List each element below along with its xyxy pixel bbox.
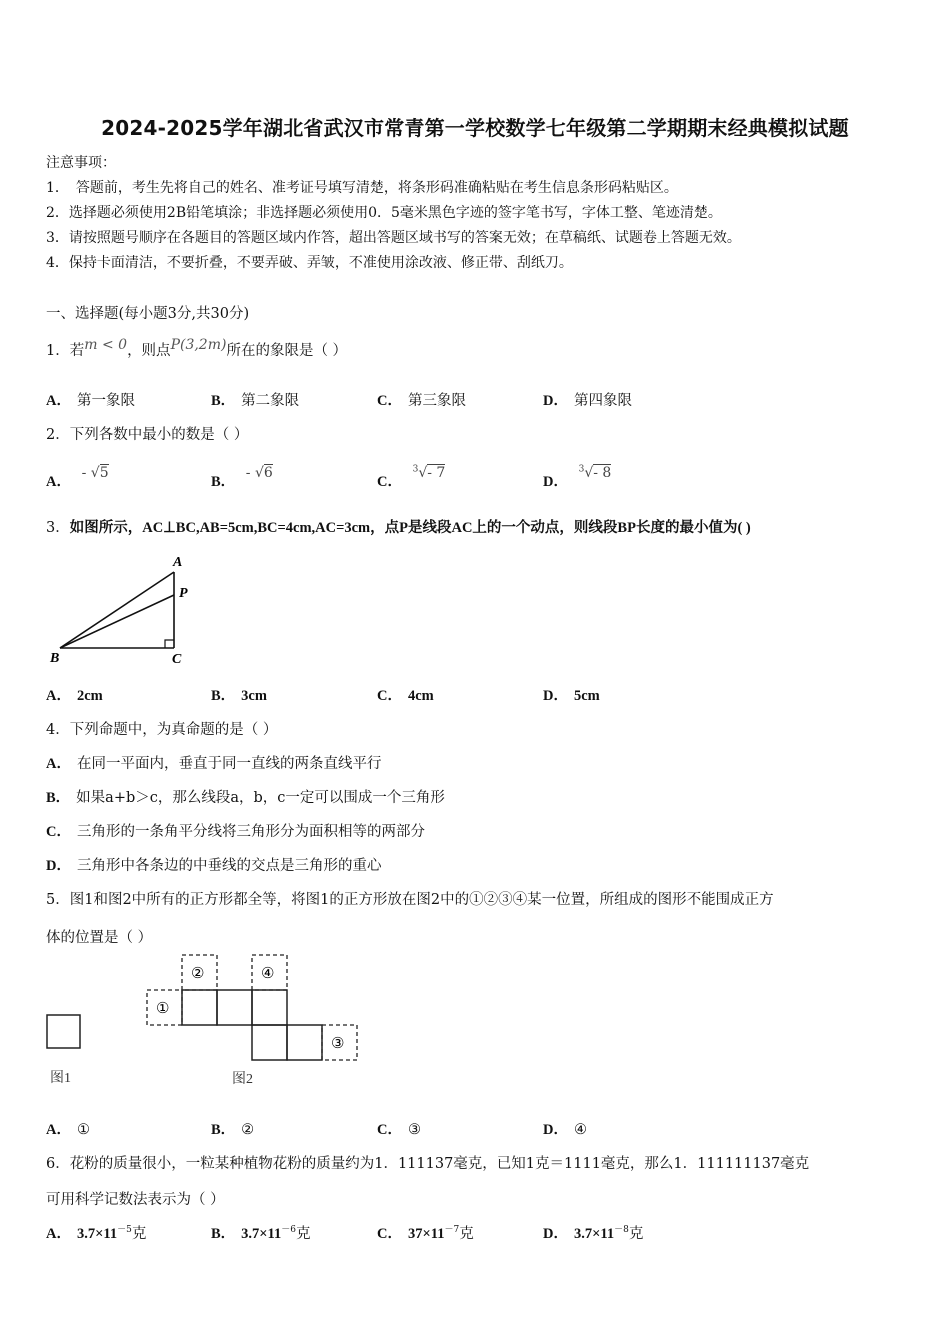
figure-2-label: 图2 <box>232 1072 253 1087</box>
option-text: ② <box>241 1122 255 1138</box>
net-square <box>252 990 287 1025</box>
notes-heading: 注意事项： <box>46 155 116 171</box>
q4-option-c[interactable] <box>46 820 425 841</box>
question-5-stem-cont: 体的位置是（ ） <box>46 930 153 946</box>
q3-option-d[interactable] <box>543 684 600 705</box>
option-unit: 克 <box>459 1226 474 1242</box>
option-key: D． <box>543 1226 568 1242</box>
option-radicand: 6 <box>263 465 273 481</box>
option-key: B． <box>211 1122 236 1138</box>
option-key: C． <box>377 393 402 409</box>
q1-suffix: 所在的象限是（ ） <box>226 343 348 359</box>
option-key: C． <box>377 1226 402 1242</box>
option-text: 三角形中各条边的中垂线的交点是三角形的重心 <box>76 858 382 874</box>
option-key: C． <box>377 1122 402 1138</box>
option-key: A． <box>46 393 71 409</box>
option-sign: - <box>81 465 87 481</box>
q5-option-d[interactable] <box>543 1118 587 1139</box>
option-text: 5cm <box>573 688 600 704</box>
q2-option-b[interactable]: B． - √6 <box>211 465 273 490</box>
q1-option-b[interactable] <box>211 389 299 410</box>
option-base: 3.7×11 <box>573 1226 615 1242</box>
option-key: A． <box>46 474 71 490</box>
q3-option-a[interactable] <box>46 684 103 705</box>
section-heading: 一、选择题(每小题3分,共30分) <box>46 306 250 322</box>
q1-condition: m < 0 <box>84 337 128 353</box>
option-key: D． <box>543 1122 568 1138</box>
option-text: 2cm <box>76 688 103 704</box>
q6-option-d[interactable] <box>543 1222 643 1243</box>
option-key: C． <box>377 688 402 704</box>
option-key: C． <box>46 824 71 840</box>
option-key: D． <box>543 393 568 409</box>
option-key: B． <box>211 474 236 490</box>
q3-option-b[interactable] <box>211 684 267 705</box>
option-exponent: －7 <box>444 1225 460 1236</box>
net-square <box>287 1025 322 1060</box>
question-6-stem: 6．花粉的质量很小，一粒某种植物花粉的质量约为1．111137毫克，已知1克＝1111毫克，那么1．111111137毫克 <box>46 1156 810 1172</box>
root-index: 3 <box>412 464 419 475</box>
label-a: A <box>173 555 183 570</box>
q3-number: 3． <box>46 520 70 536</box>
note-item: 3．请按照题号顺序在各题目的答题区域内作答，超出答题区域书写的答案无效；在草稿纸、试题卷上答题无效。 <box>46 230 741 246</box>
option-exponent: －6 <box>281 1225 296 1236</box>
option-key: A． <box>46 1122 71 1138</box>
option-text: 第三象限 <box>407 393 466 409</box>
option-text: 第二象限 <box>241 393 300 409</box>
note-item: 2．选择题必须使用2B铅笔填涂；非选择题必须使用0．5毫米黑色字迹的签字笔书写，字体工整、笔迹清楚。 <box>46 205 722 221</box>
net-square <box>182 990 217 1025</box>
net-figure <box>40 950 370 1095</box>
net-square <box>217 990 252 1025</box>
option-radicand: 5 <box>99 465 109 481</box>
option-text: 第四象限 <box>573 393 632 409</box>
option-unit: 克 <box>628 1226 644 1242</box>
option-text: 在同一平面内，垂直于同一直线的两条直线平行 <box>76 756 382 772</box>
option-key: B． <box>211 688 236 704</box>
option-key: C． <box>377 474 402 490</box>
option-key: D． <box>46 858 71 874</box>
root-index: 3 <box>578 464 585 475</box>
question-1-stem <box>46 339 347 360</box>
option-text: 第一象限 <box>76 393 135 409</box>
q5-option-a[interactable] <box>46 1118 90 1139</box>
option-key: A． <box>46 1226 71 1242</box>
option-key: A． <box>46 688 71 704</box>
q4-option-a[interactable] <box>46 752 381 773</box>
q1-option-c[interactable] <box>377 389 466 410</box>
option-exponent: －8 <box>614 1225 629 1236</box>
q4-option-d[interactable] <box>46 854 381 875</box>
q3-text: 如图所示，AC⊥BC,AB=5cm,BC=4cm,AC=3cm，点P是线段AC上的一个动点，则线段BP长度的最小值为( ) <box>69 520 751 536</box>
label-b: B <box>50 651 60 666</box>
position-4-label: ④ <box>261 966 275 982</box>
option-key: A． <box>46 756 71 772</box>
note-item: 1． 答题前，考生先将自己的姓名、准考证号填写清楚，将条形码准确粘贴在考生信息条形码粘贴区。 <box>46 180 678 196</box>
option-text: 4cm <box>407 688 434 704</box>
question-3-stem <box>46 516 751 537</box>
figure-1-label: 图1 <box>50 1071 71 1086</box>
page-title: 2024-2025学年湖北省武汉市常青第一学校数学七年级第二学期期末经典模拟试题 <box>101 116 849 140</box>
position-2-label: ② <box>191 966 205 982</box>
question-5-stem: 5．图1和图2中所有的正方形都全等，将图1的正方形放在图2中的①②③④某一位置，所组成的图形不能围成正方 <box>46 892 774 908</box>
position-3-label: ③ <box>331 1036 345 1052</box>
q2-option-a[interactable]: A． - √5 <box>46 465 109 490</box>
q1-prefix: 1．若 <box>46 343 85 359</box>
q1-option-a[interactable] <box>46 389 135 410</box>
right-angle-mark <box>165 640 174 648</box>
net-square <box>252 1025 287 1060</box>
option-key: B． <box>46 790 71 806</box>
q6-option-c[interactable] <box>377 1222 474 1243</box>
option-unit: 克 <box>131 1226 147 1242</box>
option-sign: - <box>245 465 251 481</box>
q1-mid: ，则点 <box>127 343 171 359</box>
option-key: B． <box>211 393 236 409</box>
q2-option-c[interactable]: C． $^3$√- 7 <box>377 464 446 490</box>
q5-option-b[interactable] <box>211 1118 254 1139</box>
label-c: C <box>172 652 182 667</box>
triangle-figure <box>46 550 196 670</box>
question-4-stem: 4．下列命题中，为真命题的是（ ） <box>46 722 278 738</box>
option-key: D． <box>543 474 568 490</box>
option-base: 3.7×11 <box>241 1226 282 1242</box>
q2-option-d[interactable]: D． $^3$√- 8 <box>543 464 612 490</box>
q6-option-a[interactable] <box>46 1222 146 1243</box>
option-key: D． <box>543 688 568 704</box>
option-radicand: - 8 <box>593 465 612 481</box>
option-exponent: －5 <box>117 1225 132 1236</box>
question-6-stem-cont: 可用科学记数法表示为（ ） <box>46 1192 225 1208</box>
segment-ba <box>60 572 174 648</box>
q1-point: P(3,2m) <box>170 337 227 353</box>
position-1-label: ① <box>156 1001 170 1017</box>
note-item: 4．保持卡面清洁，不要折叠，不要弄破、弄皱，不准使用涂改液、修正带、刮纸刀。 <box>46 255 573 271</box>
q4-option-b[interactable] <box>46 786 445 807</box>
option-text: 三角形的一条角平分线将三角形分为面积相等的两部分 <box>76 824 425 840</box>
q5-option-c[interactable] <box>377 1118 421 1139</box>
option-radicand: - 7 <box>427 465 446 481</box>
q3-option-c[interactable] <box>377 684 434 705</box>
question-2-stem: 2．下列各数中最小的数是（ ） <box>46 427 249 443</box>
option-text: 3cm <box>241 688 267 704</box>
option-base: 37×11 <box>407 1226 445 1242</box>
option-text: ① <box>76 1122 90 1138</box>
label-p: P <box>179 586 188 601</box>
option-text: 如果a+b＞c，那么线段a，b，c一定可以围成一个三角形 <box>76 790 445 806</box>
figure-1-square <box>47 1015 80 1048</box>
q1-option-d[interactable] <box>543 389 632 410</box>
segment-bp <box>60 595 174 648</box>
q6-option-b[interactable] <box>211 1222 311 1243</box>
option-text: ③ <box>407 1122 421 1138</box>
option-key: B． <box>211 1226 236 1242</box>
option-unit: 克 <box>296 1226 311 1242</box>
option-base: 3.7×11 <box>76 1226 118 1242</box>
option-text: ④ <box>573 1122 587 1138</box>
